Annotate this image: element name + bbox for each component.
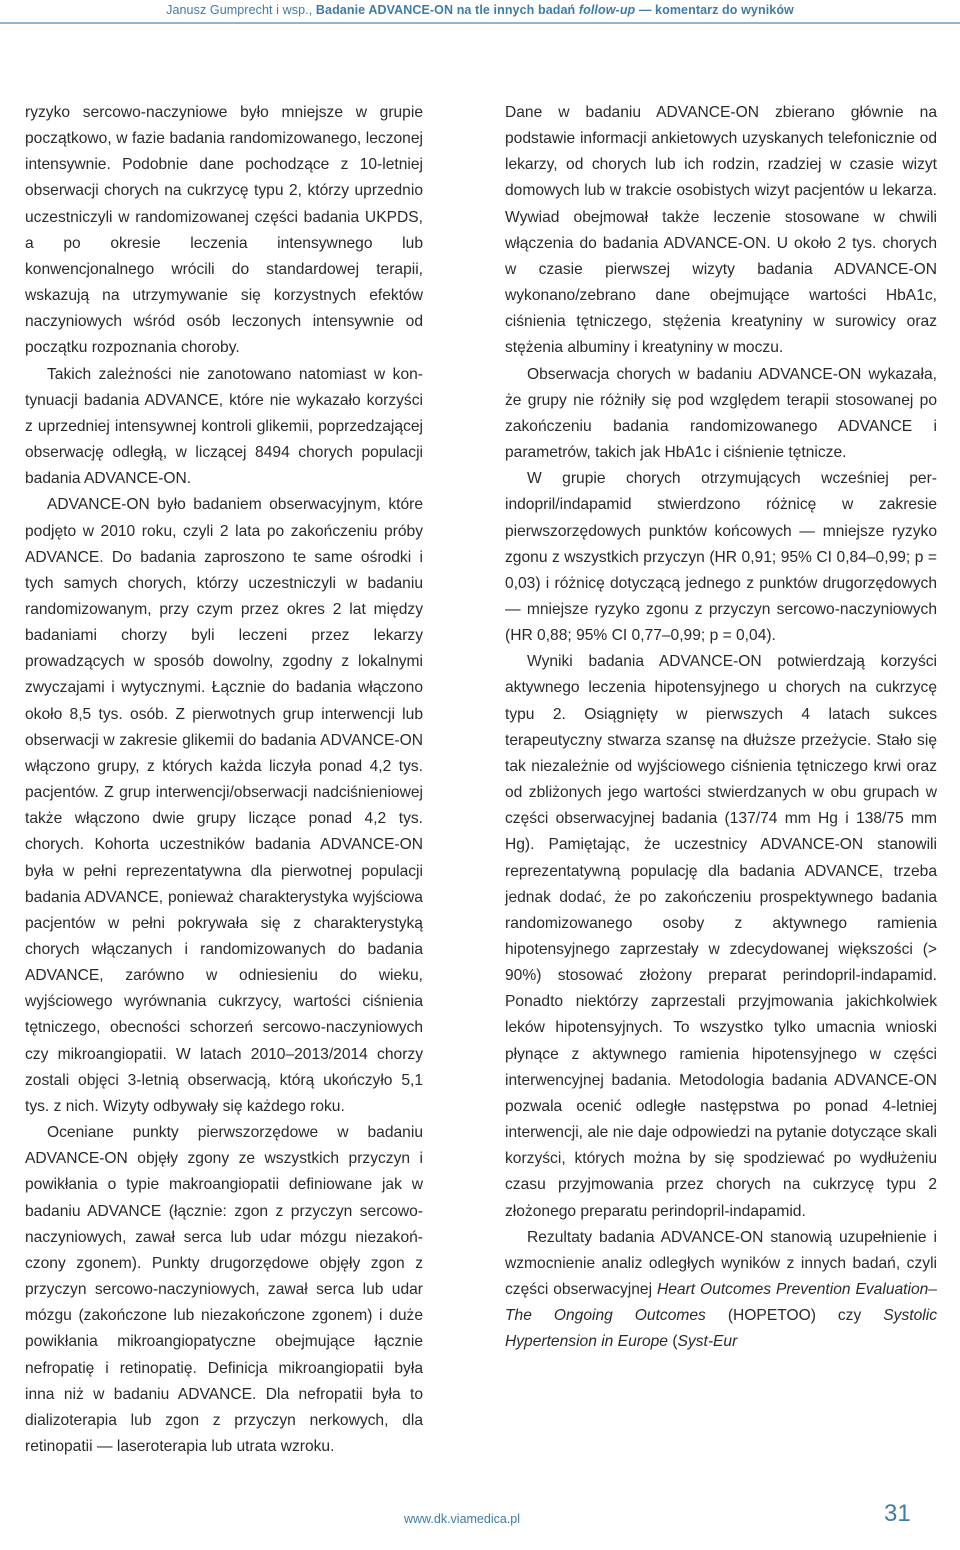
footer-url-link[interactable]: www.dk.viamedica.pl xyxy=(404,1512,521,1526)
paragraph-text: Rezultaty badania ADVANCE-ON stanowią uzupełnienie i wzmocnienie analiz odległych wyników z innych badań, czyli części obserwacyjnej xyxy=(505,1228,937,1299)
paragraph: Takich zależności nie zanotowano natomiast w kontynuacji badania ADVANCE, które nie wykazało korzyści z uprzedniej intensywnej kontroli glikemii, poprzedzającej obserwację odległą, w liczącej 8494 chorych populacji badania ADVANCE-ON. xyxy=(25,365,423,488)
paragraph: Wyniki badania ADVANCE-ON potwierdzają korzyści aktywnego leczenia hipotensyjnego u chorych na cukrzycę typu 2. Osiągnięty w pierwszych 4 latach sukces terapeutyczny stwarza szansę na dłuższe przeżycie. Stało się tak niezależnie od wyjściowego ciśnienia tętniczego krwi oraz od zbliżonych jego wartości stwierdzanych w obu grupach w części obserwacyjnej badania (137/74 mm Hg i 138/75 mm Hg). Pamiętając, że uczestnicy ADVANCE-ON stanowili reprezentatywną populację dla badania ADVANCE, trzeba jednak dodać, że po zakończeniu prospektywnego badania randomizowanego osoby z aktywnego ramienia hipotensyjnego zaprzestały w zdecydowanej większości (> 90%) stosować złożony preparat perindopril-indapamid. Ponadto niektórzy zaprzestali przyjmowania jakichkolwiek leków hipotensyjnych. To wszystko tylko umacnia wnioski płynące z aktywnego ramienia hipotensyjnego w części interwencyjnej badania. Metodologia badania ADVANCE-ON pozwala ocenić odległe następstwa po ponad 4-letniej interwencji, ale nie daje odpowiedzi na pytanie dotyczące skali korzyści, których można by się spodziewać po wydłużeniu czasu przyjmowania przez chorych na cukrzycę typu 2 złożonego preparatu perindopril-indapamid. xyxy=(505,653,937,1220)
page-number: 31 xyxy=(884,1500,911,1527)
paragraph-text: (HOPETOO) czy xyxy=(727,1307,862,1325)
paragraph: Dane w badaniu ADVANCE-ON zbierano głównie na podstawie informacji ankietowych uzyskanych telefonicznie od lekarzy, od chorych lub ich rodzin, rzadziej w czasie wizyt domowych lub w trakcie osobistych wizyt pacjentów u lekarza. Wywiad obejmował także leczenie stosowane w chwili włączenia do badania ADVANCE-ON. U około 2 tys. chorych w czasie pierwszej wizyty badania ADVANCE-ON wykonano/zebrano dane obejmujące wartości HbA1c, ciśnienia tętniczego, stężenia kreatyniny w surowicy oraz stężenia albuminy i kreatyniny w moczu. xyxy=(505,104,937,357)
paragraph: ryzyko sercowo-naczyniowe było mniejsze w grupie początkowo, w fazie badania randomizowanego, leczonej intensywnie. Podobnie dane pochodzące z 10-letniej obserwacji chorych na cukrzycę typu 2, którzy uprzednio uczestniczyli w randomizowanej części badania UKPDS, a po okresie leczenia intensywnego lub konwencjonalnego wrócili do standardowej terapii, wskazują na utrzymywanie się korzystnych efektów naczyniowych wśród osób leczonych intensywnie od początku rozpoznania choroby. xyxy=(25,104,423,357)
study-name-italic: Heart Outcomes Prevention Evaluation–The Ongoing Outcomes xyxy=(505,1281,937,1325)
page-footer xyxy=(0,1500,960,1540)
paragraph: ADVANCE-ON było badaniem obserwacyjnym, które podjęto w 2010 roku, czyli 2 lata po zakończeniu próby ADVANCE. Do badania zaproszono te same ośrodki i tych samych chorych, którzy uczestniczyli w badaniu randomizowanym, przy czym przez okres 2 lat między badaniami chorzy byli leczeni przez lekarzy prowadzących w sposób dowolny, zgodny z lokalnymi zwyczajami i wytycznymi. Łącznie do badania włączono około 8,5 tys. osób. Z pierwotnych grup interwencji lub obserwacji w zakresie glikemii do badania ADVANCE-ON włączono grupy, z których każda liczyła ponad 4,2 tys. pacjentów. Z grup interwencji/obserwacji nadciśnieniowej także włączono dwie grupy liczące ponad 4,2 tys. chorych. Kohorta uczestników badania ADVANCE-ON była w pełni reprezentatywna dla pierwotnej populacji badania ADVANCE, ponieważ charakterystyka wyjściowa pacjentów w pełni pokrywała się z charakterystyką chorych włączanych i randomizowanych do badania ADVANCE, zarówno w odniesieniu do wieku, wyjściowego wyrównania cukrzycy, wartości ciśnienia tętniczego, obecności schorzeń sercowo-naczyniowych czy mikroangiopatii. W latach 2010–2013/2014 chorzy zostali objęci 3-letnią obserwacją, którą ukończyło 5,1 tys. z nich. Wizyty odbywały się każdego roku. xyxy=(25,496,423,1115)
left-column xyxy=(25,100,423,1460)
paragraph: Oceniane punkty pierwszorzędowe w badaniu ADVANCE-ON objęły zgony ze wszystkich przyczyn i powikłania o typie makroangiopatii definiowane jak w badaniu ADVANCE (łącznie: zgon z przyczyn sercowo-naczyniowych, zawał serca lub udar mózgu niezakończony zgonem). Punkty drugorzędowe objęły zgon z przyczyn sercowo-naczyniowych, zawał serca lub udar mózgu (zakończone lub niezakończone zgonem) i duże powikłania mikroangiopatyczne obejmujące łącznie nefropatię i retinopatię. Definicja mikroangiopatii była inna niż w badaniu ADVANCE. Dla nefropatii była to dializoterapia lub zgon z przyczyn nerkowych, dla retinopatii — laseroterapia lub utrata wzroku. xyxy=(25,1124,423,1455)
paragraph xyxy=(505,1225,937,1356)
running-head-title-italic: follow-up xyxy=(578,3,636,17)
study-name-italic: Systolic Hypertension in Europe xyxy=(505,1307,937,1351)
running-head-title: Badanie ADVANCE-ON na tle innych badań xyxy=(315,3,576,17)
paragraph: W grupie chorych otrzymujących wcześniej perindopril/indapamid stwierdzono różnicę w zakresie pierwszorzędowych punktów końcowych — mniejsze ryzyko zgonu z wszystkich przyczyn (HR 0,91; 95% CI 0,84–0,99; p = 0,03) i różnicę dotyczącą jednego z punktów drugorzędowych — mniejsze ryzyko zgonu z przyczyn sercowo-naczyniowych (HR 0,88; 95% CI 0,77–0,99; p = 0,04). xyxy=(505,470,937,645)
running-head xyxy=(0,0,960,22)
running-head-authors: Janusz Gumprecht i wsp., xyxy=(166,3,313,17)
header-divider xyxy=(0,22,960,24)
study-abbrev-italic: Syst-Eur xyxy=(677,1333,738,1351)
paragraph: Obserwacja chorych w badaniu ADVANCE-ON wykazała, że grupy nie różniły się pod względem terapii stosowanej po zakończeniu badania randomizowanego ADVANCE i parametrów, takich jak HbA1c i ciśnienie tętnicze. xyxy=(505,365,937,462)
right-column xyxy=(505,100,937,1356)
running-head-title-end: — komentarz do wyników xyxy=(638,3,794,17)
paragraph-text: ( xyxy=(672,1333,678,1351)
